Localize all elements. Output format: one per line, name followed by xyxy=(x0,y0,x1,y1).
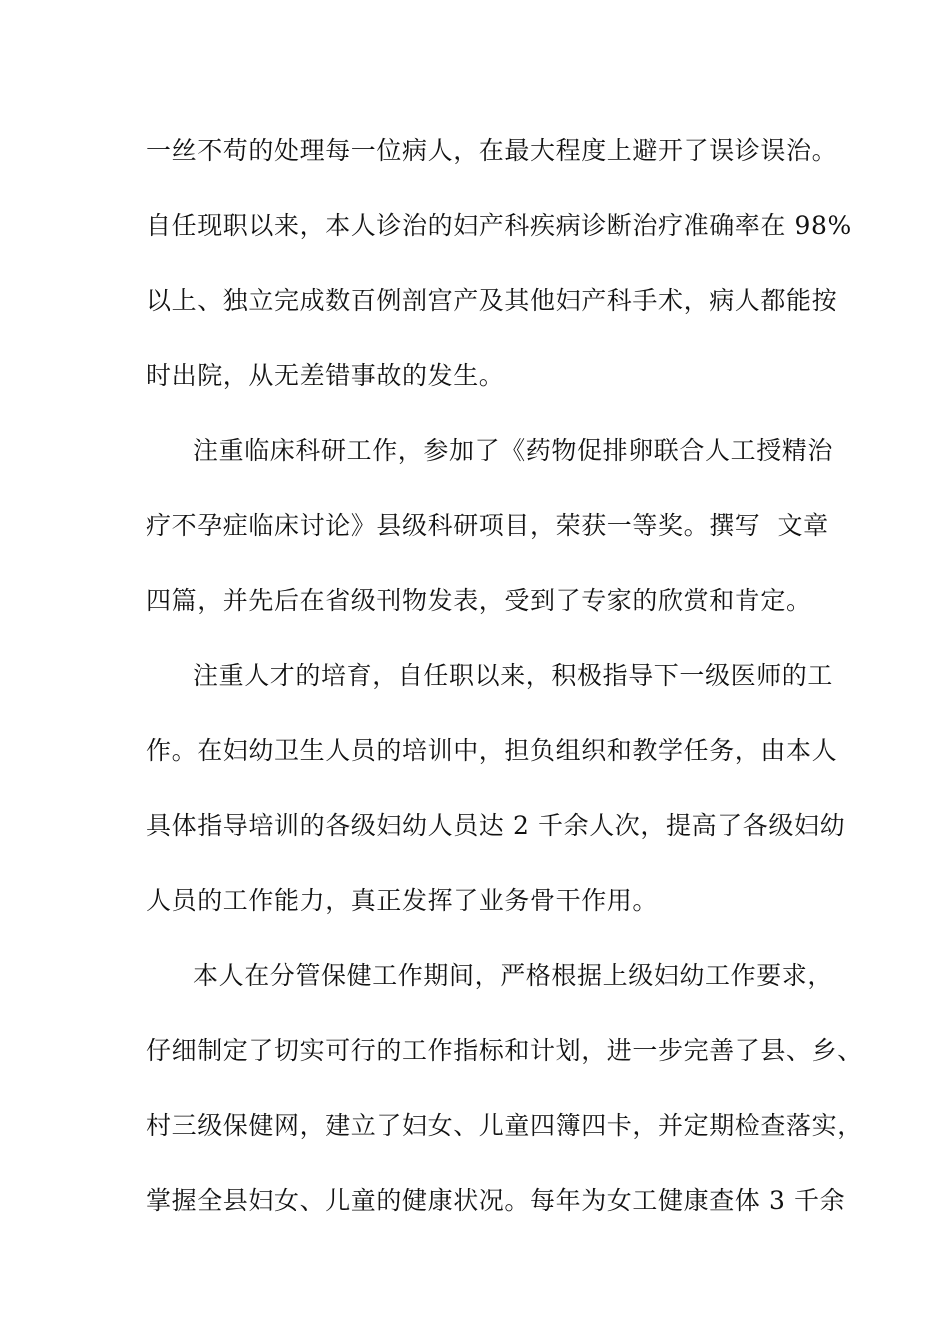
text-line: 本人在分管保健工作期间，严格根据上级妇幼工作要求， xyxy=(193,961,834,990)
text-line: 掌握全县妇女、儿童的健康状况。每年为女工健康查体 3 千余 xyxy=(146,1186,846,1215)
text-line: 村三级保健网，建立了妇女、儿童四簿四卡，并定期检查落实， xyxy=(146,1111,863,1140)
text-line: 一丝不苟的处理每一位病人，在最大程度上避开了误诊误治。 xyxy=(146,136,838,165)
text-line: 具体指导培训的各级妇幼人员达 2 千余人次，提高了各级妇幼 xyxy=(146,811,846,840)
text-line: 疗不孕症临床讨论》县级科研项目，荣获一等奖。撰写 文章 xyxy=(146,511,829,540)
text-line: 注重人才的培育，自任职以来，积极指导下一级医师的工 xyxy=(193,661,834,690)
text-line: 自任现职以来，本人诊治的妇产科疾病诊断治疗准确率在 98% xyxy=(146,211,852,240)
text-line: 人员的工作能力，真正发挥了业务骨干作用。 xyxy=(146,886,659,915)
text-line: 注重临床科研工作，参加了《药物促排卵联合人工授精治 xyxy=(193,436,834,465)
text-line: 仔细制定了切实可行的工作指标和计划，进一步完善了县、乡、 xyxy=(146,1036,863,1065)
text-line: 以上、独立完成数百例剖宫产及其他妇产科手术，病人都能按 xyxy=(146,286,838,315)
text-line: 四篇，并先后在省级刊物发表，受到了专家的欣赏和肯定。 xyxy=(146,586,812,615)
text-line: 作。在妇幼卫生人员的培训中，担负组织和教学任务，由本人 xyxy=(146,736,838,765)
text-line: 时出院，从无差错事故的发生。 xyxy=(146,361,505,390)
